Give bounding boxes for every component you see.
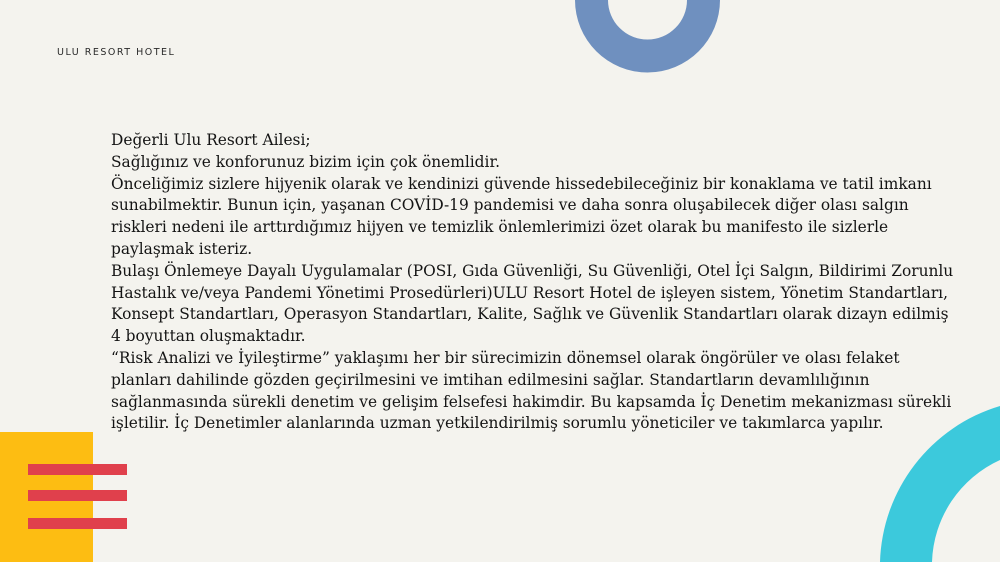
text-line: “Risk Analizi ve İyileştirme” yaklaşımı her bir sürecimizin dönemsel olarak öngörüler ve olası felaket	[111, 348, 900, 367]
manifesto-text	[111, 130, 971, 435]
text-line: Önceliğimiz sizlere hijyenik olarak ve kendinizi güvende hissedebileceğiniz bir konaklama ve tatil imkanı	[111, 174, 932, 193]
text-line: Sağlığınız ve konforunuz bizim için çok önemlidir.	[111, 152, 501, 171]
text-line: Hastalık ve/veya Pandemi Yönetimi Prosedürleri)ULU Resort Hotel de işleyen sistem, Yönetim Standartları,	[111, 283, 948, 302]
text-line: Değerli Ulu Resort Ailesi;	[111, 131, 311, 149]
red-stripe	[28, 464, 127, 475]
text-line: 4 boyuttan oluşmaktadır.	[111, 327, 306, 346]
red-stripe	[28, 518, 127, 529]
red-stripe	[28, 490, 127, 501]
text-line: sunabilmektir. Bunun için, yaşanan COVİD-19 pandemisi ve daha sonra oluşabilecek diğer olası salgın	[111, 196, 909, 215]
text-line: sağlanmasında sürekli denetim ve gelişim felsefesi hakimdir. Bu kapsamda İç Denetim mekanizması sürekli	[111, 392, 952, 411]
yellow-block-decoration	[0, 432, 130, 562]
text-line: Konsept Standartları, Operasyon Standartları, Kalite, Sağlık ve Güvenlik Standartları olarak dizayn edilmiş	[111, 305, 949, 324]
brand-name: ULU RESORT HOTEL	[57, 47, 176, 58]
blue-semicircle-ring-decoration	[575, 0, 720, 90]
text-line: paylaşmak isteriz.	[111, 239, 253, 258]
text-line: planları dahilinde gözden geçirilmesini ve imtihan edilmesini sağlar. Standartların devamlılığının	[111, 370, 870, 389]
text-line: işletilir. İç Denetimler alanlarında uzman yetkilendirilmiş sorumlu yöneticiler ve takımlarca yapılır.	[111, 414, 884, 433]
text-line: riskleri nedeni ile arttırdığımız hijyen ve temizlik önlemlerimizi özet olarak bu manifesto ile sizlerle	[111, 218, 889, 237]
text-line: Bulaşı Önlemeye Dayalı Uygulamalar (POSI, Gıda Güvenliği, Su Güvenliği, Otel İçi Salgın, Bildirimi Zorunlu	[111, 261, 954, 280]
